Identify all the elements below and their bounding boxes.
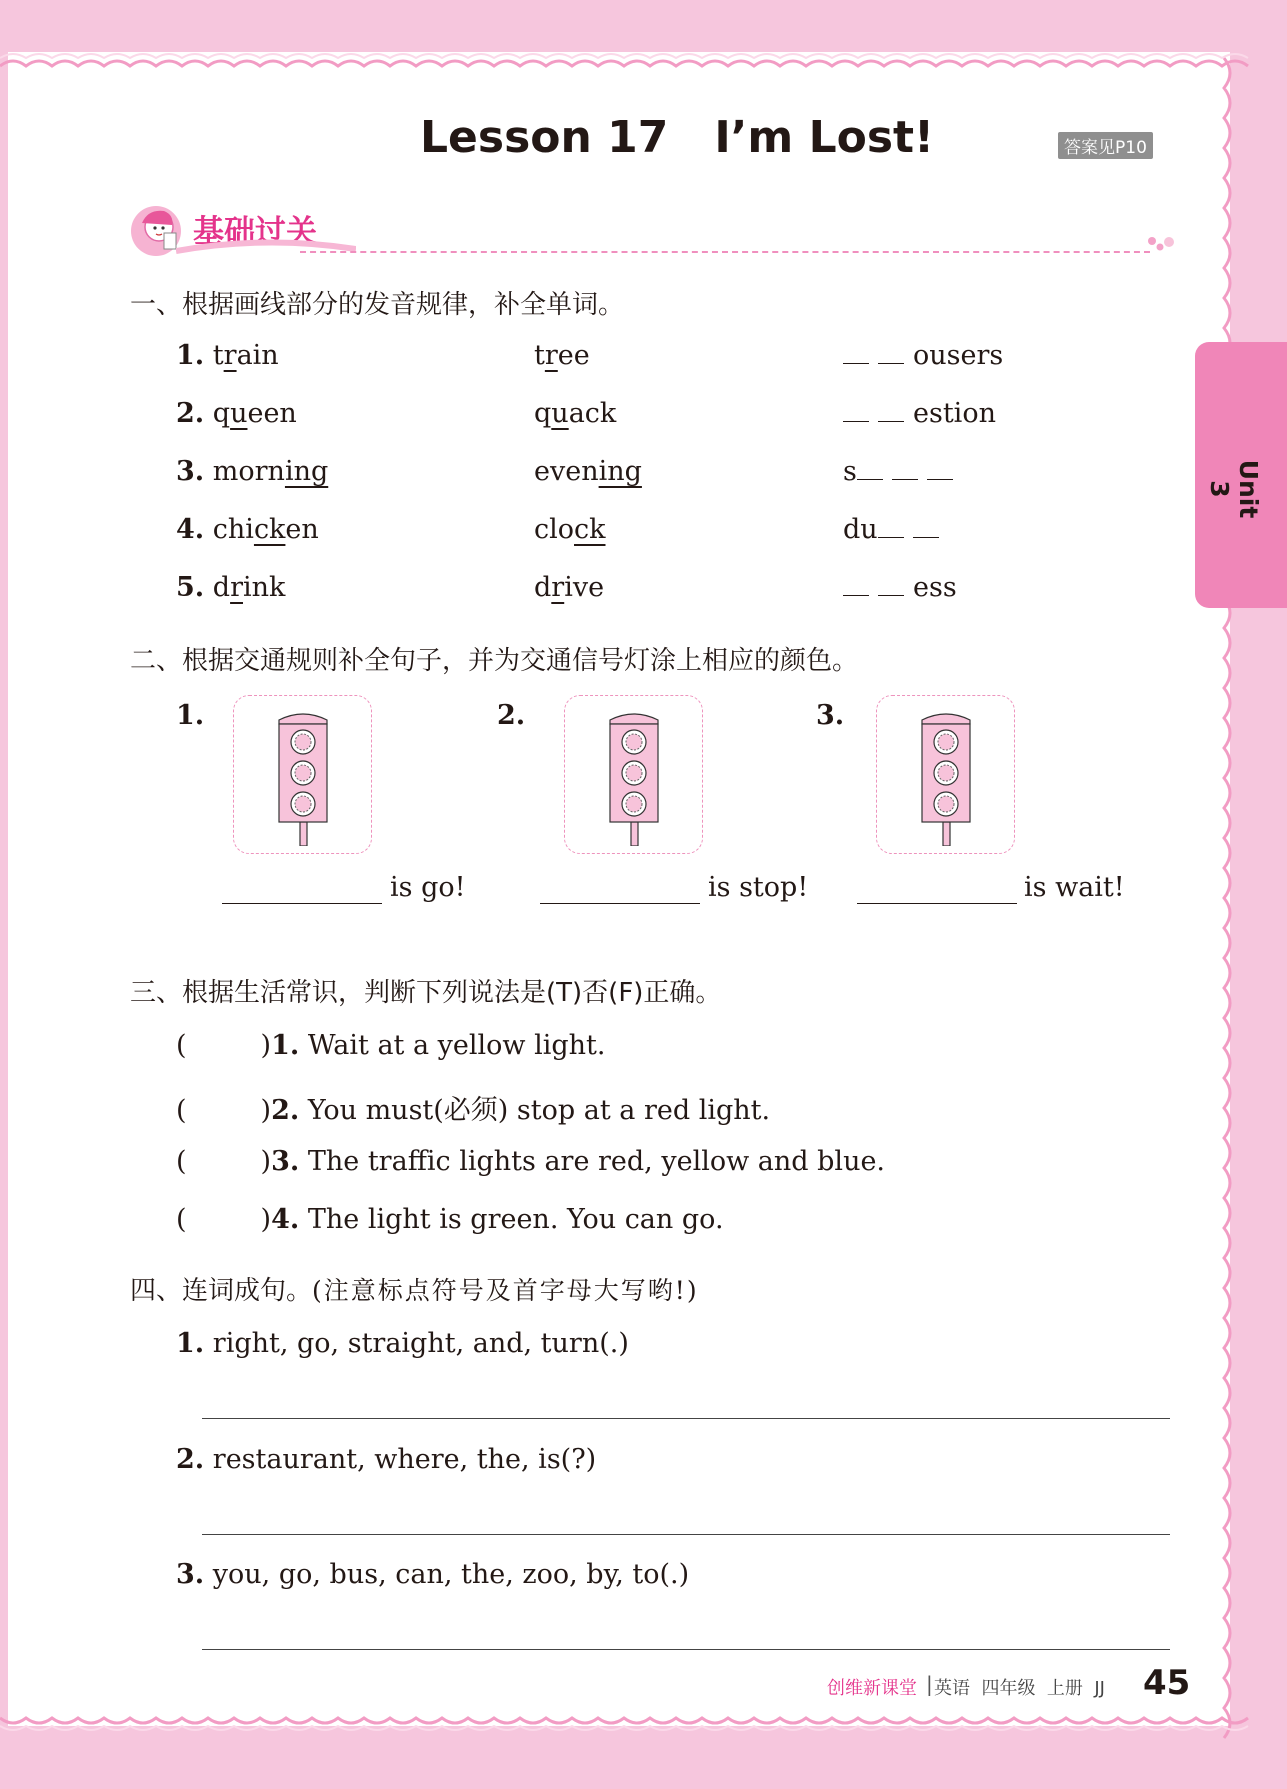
word-prefix: s	[843, 456, 857, 487]
part1-word-a	[176, 456, 328, 487]
part1-word-c	[843, 514, 948, 545]
underlined-sound: ck	[574, 514, 606, 545]
part3-title: 三、根据生活常识，判断下列说法是(T)否(F)正确。	[130, 978, 722, 1008]
underlined-sound: r	[544, 340, 558, 371]
part1-word-c	[843, 572, 957, 603]
item-number: 1.	[271, 1030, 300, 1061]
close-paren: )	[260, 1146, 272, 1177]
underlined-sound: r	[223, 340, 237, 371]
page-title: Lesson 17 I’m Lost!	[420, 112, 935, 163]
part1-word-a	[176, 340, 279, 371]
part2-sentence: is go!	[390, 872, 466, 903]
letter-blank-input[interactable]	[843, 573, 869, 596]
part4-title-row	[130, 1270, 699, 1307]
word-start: t	[212, 340, 224, 371]
underlined-sound: u	[230, 398, 248, 429]
part2-sentence: is stop!	[708, 872, 809, 903]
word-start: morn	[212, 456, 285, 487]
page-number: 45	[1143, 1663, 1191, 1703]
statement-text: You must(必须) stop at a red light.	[307, 1095, 771, 1126]
word-end: een	[247, 398, 297, 429]
word-suffix: ousers	[913, 340, 1004, 371]
part2-title: 二、根据交通规则补全句子，并为交通信号灯涂上相应的颜色。	[130, 646, 859, 676]
part1-word-a	[176, 398, 297, 429]
word-start: clo	[534, 514, 575, 545]
part4-item	[176, 1444, 596, 1475]
footer-brand: 创维新课堂	[827, 1678, 917, 1699]
part1-word-a	[176, 572, 285, 603]
item-number: 4.	[271, 1204, 300, 1235]
close-paren: )	[260, 1030, 272, 1061]
part3-item	[176, 1030, 605, 1061]
letter-blank-input[interactable]	[843, 341, 869, 364]
word-end: ack	[568, 398, 617, 429]
part1-word-b	[534, 398, 616, 429]
divider-dots-icon	[1147, 236, 1175, 254]
item-number: 1.	[176, 1328, 205, 1359]
statement-text: Wait at a yellow light.	[307, 1030, 606, 1061]
underlined-sound: ck	[253, 514, 286, 545]
section-heading: 基础过关	[193, 214, 317, 250]
word-suffix: estion	[913, 398, 996, 429]
part1-word-c	[843, 398, 996, 429]
open-paren: (	[176, 1146, 187, 1177]
part3-item	[176, 1204, 724, 1235]
letter-blank-input[interactable]	[878, 399, 904, 422]
part4-note: (注意标点符号及首字母大写哟!)	[312, 1276, 699, 1305]
word-end: en	[285, 514, 319, 545]
answer-blank-input[interactable]	[222, 903, 382, 904]
word-start: t	[534, 340, 545, 371]
letter-blank-input[interactable]	[878, 573, 904, 596]
item-number: 5.	[176, 572, 205, 603]
footer-book-info: 英语 四年级 上册 JJ	[934, 1678, 1105, 1699]
underlined-sound: ing	[284, 456, 329, 487]
word-end: ive	[564, 572, 605, 603]
part4-title: 四、连词成句。	[130, 1276, 313, 1306]
part1-word-b	[534, 514, 606, 545]
close-paren: )	[260, 1204, 272, 1235]
traffic-light-icon[interactable]	[606, 706, 662, 846]
letter-blank-input[interactable]	[913, 515, 939, 538]
word-start: d	[212, 572, 231, 603]
letter-blank-input[interactable]	[892, 457, 918, 480]
word-end: ain	[236, 340, 279, 371]
part4-item	[176, 1559, 689, 1590]
footer-separator: |	[926, 1672, 933, 1696]
letter-blank-input[interactable]	[857, 457, 883, 480]
part1-word-b	[534, 572, 604, 603]
underlined-sound: u	[551, 398, 569, 429]
sentence-answer-line[interactable]	[202, 1418, 1170, 1419]
part2-item-number: 2.	[497, 700, 526, 731]
open-paren: (	[176, 1204, 187, 1235]
letter-blank-input[interactable]	[843, 399, 869, 422]
item-number: 2.	[271, 1095, 300, 1126]
traffic-light-icon[interactable]	[918, 706, 974, 846]
part4-item	[176, 1328, 629, 1359]
word-list: you, go, bus, can, the, zoo, by, to(.)	[212, 1559, 690, 1590]
item-number: 4.	[176, 514, 205, 545]
word-suffix: ess	[913, 572, 957, 603]
answer-reference-badge: 答案见P10	[1058, 132, 1153, 159]
word-end: ink	[243, 572, 286, 603]
part3-item	[176, 1146, 885, 1177]
underlined-sound: r	[230, 572, 243, 603]
part2-sentence: is wait!	[1024, 872, 1125, 903]
part1-word-a	[176, 514, 319, 545]
answer-blank-input[interactable]	[857, 903, 1017, 904]
word-start: chi	[212, 514, 254, 545]
traffic-light-icon[interactable]	[275, 706, 331, 846]
item-number: 1.	[176, 340, 205, 371]
part3-item	[176, 1088, 770, 1127]
word-prefix: du	[843, 514, 878, 545]
underlined-sound: r	[551, 572, 565, 603]
part1-word-b	[534, 456, 642, 487]
statement-text: The light is green. You can go.	[307, 1204, 724, 1235]
sentence-answer-line[interactable]	[202, 1649, 1170, 1650]
sentence-answer-line[interactable]	[202, 1534, 1170, 1535]
part2-item-number: 3.	[816, 700, 845, 731]
item-number: 3.	[176, 456, 205, 487]
word-start: q	[534, 398, 552, 429]
part2-item-number: 1.	[176, 700, 205, 731]
open-paren: (	[176, 1095, 187, 1126]
word-end: ee	[557, 340, 590, 371]
word-start: even	[534, 456, 599, 487]
letter-blank-input[interactable]	[927, 457, 953, 480]
unit-side-tab-label: Unit 3	[1205, 459, 1263, 519]
word-start: q	[212, 398, 231, 429]
statement-text: The traffic lights are red, yellow and blue.	[307, 1146, 886, 1177]
part1-word-c	[843, 456, 962, 487]
section-divider	[300, 251, 1150, 253]
part1-word-c	[843, 340, 1003, 371]
item-number: 3.	[271, 1146, 300, 1177]
open-paren: (	[176, 1030, 187, 1061]
answer-blank-input[interactable]	[540, 903, 700, 904]
close-paren: )	[260, 1095, 272, 1126]
letter-blank-input[interactable]	[878, 515, 904, 538]
part1-word-b	[534, 340, 590, 371]
letter-blank-input[interactable]	[878, 341, 904, 364]
underlined-sound: ing	[598, 456, 642, 487]
word-start: d	[534, 572, 552, 603]
word-list: restaurant, where, the, is(?)	[212, 1444, 597, 1475]
word-list: right, go, straight, and, turn(.)	[212, 1328, 629, 1359]
part1-title: 一、根据画线部分的发音规律，补全单词。	[130, 290, 625, 320]
item-number: 3.	[176, 1559, 205, 1590]
item-number: 2.	[176, 1444, 205, 1475]
item-number: 2.	[176, 398, 205, 429]
